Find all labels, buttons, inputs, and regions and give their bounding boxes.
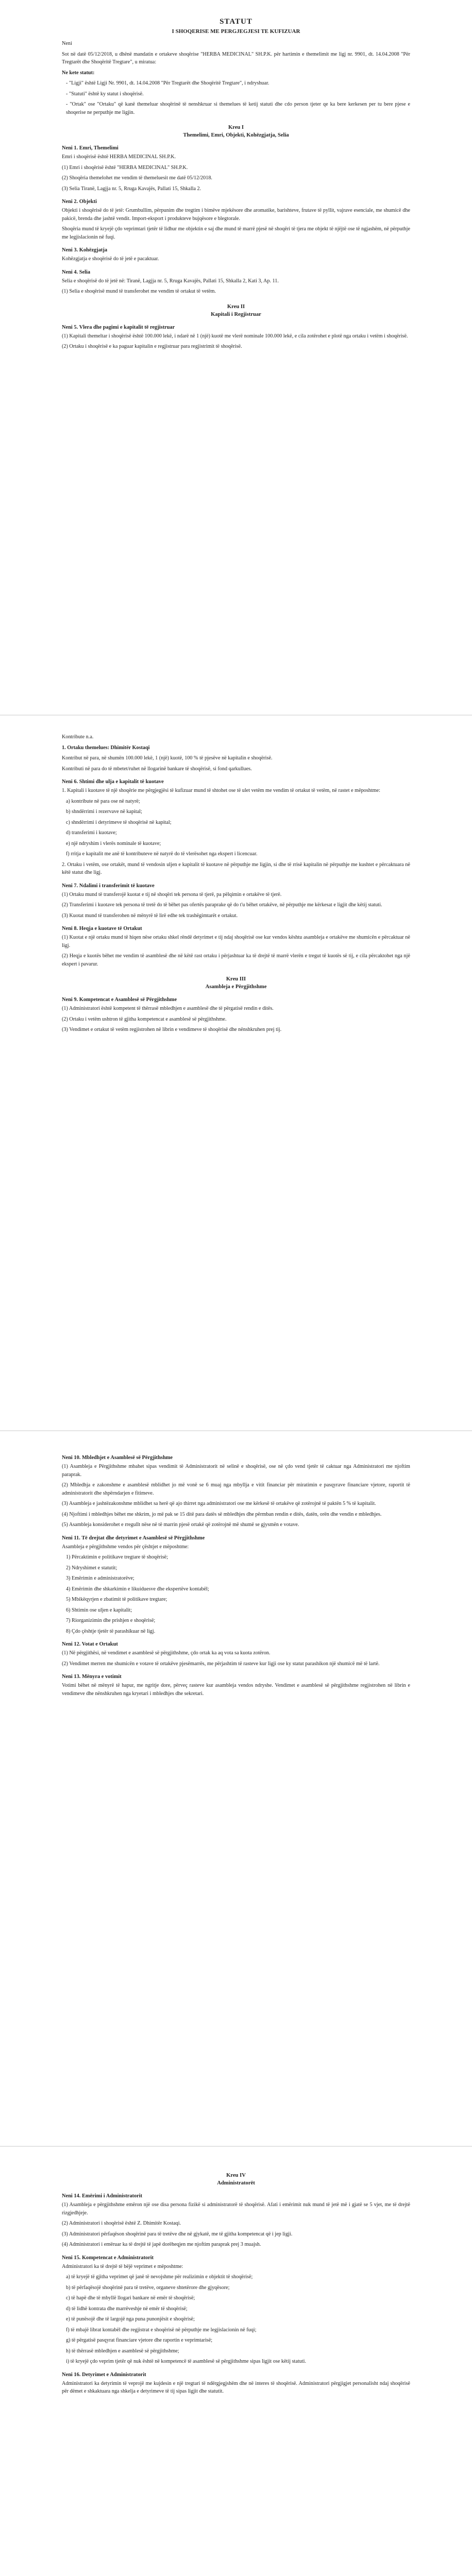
article-paragraph: (1) Kapitali themeltar i shoqërisë është 100.000 lekë, i ndarë në 1 (një) kuotë me vlerë nominale 100.000 lekë, e cila zotërohet e plotë nga ortaku i vetëm i shoqërisë. bbox=[62, 333, 408, 339]
article-paragraph: f) rritja e kapitalit me anë të kontributeve në natyrë do të vlerësohet nga ekspert i licencuar. bbox=[66, 851, 258, 857]
article-heading: Neni 4. Selia bbox=[62, 269, 91, 275]
article-paragraph: (3) Administratori përfaqëson shoqërinë para të tretëve dhe në gjykatë, me të gjitha kompetencat që i jep ligji. bbox=[62, 2231, 293, 2237]
article-paragraph: 4) Emërimin dhe shkarkimin e likuiduesve dhe ekspertëve kontabël; bbox=[66, 1586, 209, 1592]
article-paragraph: (3) Asambleja e jashtëzakonshme mblidhet sa herë që ajo thirret nga administratori ose me kërkesë të ortakëve që zotërojnë të paktën 5 % të kapitalit. bbox=[62, 1501, 376, 1506]
page-1-content bbox=[62, 18, 410, 353]
article-paragraph: Votimi bëhet në mënyrë të hapur, me ngritje dore, përveç rasteve kur asambleja vendos ndryshe. Vendimet e asamblesë së përgjithshme regjistrohen në librin e vendimeve dhe nënshkruhen nga kryetari i mbledhjes dhe sekretari. bbox=[62, 1683, 410, 1697]
article-paragraph: (1) Asambleja e Përgjithshme mbahet sipas vendimit të Administratorit në selinë e shoqërisë, ose në çdo vend tjetër të caktuar nga Administratori me njoftim paraprak. bbox=[62, 1464, 410, 1478]
article-paragraph: 1) Përcaktimin e politikave tregtare të shoqërisë; bbox=[66, 1554, 168, 1560]
intro-line: Sot në datë 05/12/2018, u dhënë mandatin e ortakeve shoqërise "HERBA MEDICINAL" SH.P.K. për hartimin e themelimit me ligj nr. 9901, dt. 14.04.2008 "Për Tregtarët dhe Shoqëritë Tregtare", u miratua: bbox=[62, 51, 410, 65]
article-paragraph: g) të përgatisë pasqyrat financiare vjetore dhe raportin e veprimtarisë; bbox=[66, 2337, 213, 2343]
article-paragraph: b) të përfaqësojë shoqërinë para të tretëve, organeve shtetërore dhe gjyqësore; bbox=[66, 2284, 230, 2291]
article-paragraph: 2. Ortaku i vetëm, ose ortakët, mund të vendosin uljen e kapitalit të kuotave në përputhje me ligjin, si dhe të rrisë kapitalin në përputhje me kushtet e përcaktuara në këtë statut dhe ligj. bbox=[62, 861, 410, 875]
article-heading: Neni 5. Vlera dhe pagimi e kapitalit të regjistruar bbox=[62, 324, 175, 330]
article-heading: Neni 11. Të drejtat dhe detyrimet e Asamblesë së Përgjithshme bbox=[62, 1535, 205, 1541]
article-paragraph: Administratori ka detyrimin të veprojë me kujdesin e një tregtari të ndërgjegjshëm dhe në interes të shoqërisë. Administratori përgjigjet personalisht ndaj shoqërisë për dëmet e shkaktuara nga shkelja e detyrimeve të tij sipas ligjit dhe statutit. bbox=[62, 2380, 410, 2394]
article-paragraph: (1) Emri i shoqërisë është "HERBA MEDICINAL" SH.P.K. bbox=[62, 164, 188, 171]
article-heading: Neni 1. Emri, Themelimi bbox=[62, 145, 119, 151]
intro-line: 1. Ortaku themelues: Dhimitër Kostaqi bbox=[62, 744, 150, 751]
article-heading: Neni 12. Votat e Ortakut bbox=[62, 1641, 118, 1647]
article-paragraph: (2) Heqja e kuotës bëhet me vendim të asamblesë dhe në këtë rast ortaku i përjashtuar ka të drejtë të marrë vlerën e tregut të kuotës së tij, e cila përcaktohet nga një ekspert i pavarur. bbox=[62, 953, 410, 967]
intro-line: Kontribute n.a. bbox=[62, 734, 94, 740]
article-paragraph: (2) Ortaku i vetëm ushtron të gjitha kompetencat e asamblesë së përgjithshme. bbox=[62, 1016, 227, 1022]
article-paragraph: (2) Administratori i shoqërisë është Z. Dhimitër Kostaqi. bbox=[62, 2221, 181, 2226]
article-paragraph: Selia e shoqërisë do të jetë në: Tiranë, Lagjja nr. 5, Rruga Kavajës, Pallati 15, Shkalla 2, Kati 3, Ap. 11. bbox=[62, 278, 279, 284]
article-paragraph: f) të mbajë librat kontabël dhe regjistrat e shoqërisë në përputhje me legjislacionin në fuqi; bbox=[66, 2327, 257, 2333]
article-heading: Neni 14. Emërimi i Administratorit bbox=[62, 2193, 143, 2199]
article-paragraph: (2) Vendimet merren me shumicën e votave të ortakëve pjesëmarrës, me përjashtim të rasteve kur ligji ose ky statut parashikon një shumicë më të lartë. bbox=[62, 1660, 380, 1667]
document-title: STATUT bbox=[220, 18, 252, 26]
page-4-content bbox=[62, 2164, 410, 2398]
intro-line: Kontribut në para, në shumën 100.000 lekë, 1 (një) kuotë, 100 % të pjesëve në kapitalin e shoqërisë. bbox=[62, 755, 273, 761]
article-heading: Neni 15. Kompetencat e Administratorit bbox=[62, 2255, 154, 2261]
article-heading: Neni 2. Objekti bbox=[62, 199, 97, 205]
intro-line: Kontributi në para do të mbetet/ruhet në llogarinë bankare të shoqërisë, si fond qarkullues. bbox=[62, 766, 252, 772]
article-paragraph: i) të kryejë çdo veprim tjetër që nuk është në kompetencë të asamblesë së përgjithshme sipas ligjit ose këtij statuti. bbox=[66, 2359, 307, 2364]
article-paragraph: Administratori ka të drejtë të bëjë veprimet e mëposhtme: bbox=[62, 2263, 183, 2269]
article-paragraph: (3) Kuotat mund të transferohen në mënyrë të lirë edhe tek trashëgimtarët e ortakut. bbox=[62, 912, 238, 919]
document-page-1 bbox=[0, 0, 472, 715]
article-paragraph: (2) Mbledhja e zakonshme e asamblesë mblidhet jo më vonë se 6 muaj nga mbyllja e vitit financiar për miratimin e pasqyrave financiare vjetore, raportit të administratorit dhe shpërndarjen e fitimeve. bbox=[62, 1482, 410, 1496]
article-paragraph: a) të kryejë të gjitha veprimet që janë të nevojshme për realizimin e objektit të shoqërisë; bbox=[66, 2274, 253, 2280]
article-paragraph: c) shndërrimi i detyrimeve të shoqërisë në kapital; bbox=[66, 819, 172, 825]
article-heading: Neni 16. Detyrimet e Administratorit bbox=[62, 2371, 146, 2378]
article-heading: Neni 9. Kompetencat e Asamblesë së Përgjithshme bbox=[62, 997, 177, 1003]
article-paragraph: 1. Kapitali i kuotave të një shoqërie me përgjegjësi të kufizuar mund të shtohet ose të ulet vetëm me vendim të ortakut të vetëm, në rastet e mëposhtme: bbox=[62, 788, 380, 793]
article-heading: Neni 10. Mbledhjet e Asamblesë së Përgjithshme bbox=[62, 1455, 173, 1461]
article-heading: Neni 6. Shtimi dhe ulja e kapitalit të kuotave bbox=[62, 779, 164, 785]
article-paragraph: d) transferimi i kuotave; bbox=[66, 830, 117, 836]
section-heading: Kreu III Asambleja e Përgjithshme bbox=[205, 976, 267, 990]
article-paragraph: 2) Ndryshimet e statutit; bbox=[66, 1565, 117, 1571]
article-paragraph: (3) Vendimet e ortakut të vetëm regjistrohen në librin e vendimeve të shoqërisë dhe nënshkruhen prej tij. bbox=[62, 1027, 282, 1032]
intro-line: - "Ortak" ose "Ortaku" që kanë themeluar shoqërinë të nenshkruar si themelues të ketij statuti dhe cdo person tjeter qe ka bere kerkesen per tu bere pjese e shoqerise ne perputhje me ligjin. bbox=[66, 101, 410, 115]
article-paragraph: Objekti i shoqërisë do të jetë: Grumbullim, përpunim dhe tregtim i bimëve mjekësore dhe aromatike, barishteve, frutave të pyllit, vajrave esenciale, me shumicë dhe pakicë, brenda dhe jashtë vendit. Import-eksport i produkteve bujqësore e blegtorale. bbox=[62, 208, 410, 222]
article-paragraph: b) shndërrimi i rezervave në kapital; bbox=[66, 809, 142, 815]
article-paragraph: (1) Asambleja e përgjithshme emëron një ose disa persona fizikë si administratorë të shoqërisë. Afati i emërimit nuk mund të jetë më i gjatë se 5 vjet, me të drejtë rizgjedhjeje. bbox=[62, 2202, 410, 2216]
article-heading: Neni 3. Kohëzgjatja bbox=[62, 247, 108, 253]
page-2-content bbox=[62, 733, 410, 1037]
article-paragraph: (1) Në përgjithësi, në vendimet e asamblesë së përgjithshme, çdo ortak ka aq vota sa kuota zotëron. bbox=[62, 1650, 271, 1656]
document-page-2 bbox=[0, 716, 472, 1430]
document-page-4 bbox=[0, 2147, 472, 2576]
article-paragraph: d) të lidhë kontrata dhe marrëveshje në emër të shoqërisë; bbox=[66, 2306, 188, 2312]
article-paragraph: 5) Mbikëqyrjen e zbatimit të politikave tregtare; bbox=[66, 1597, 167, 1602]
article-paragraph: Kohëzgjatja e shoqërisë do të jetë e pacaktuar. bbox=[62, 256, 159, 262]
article-paragraph: Shoqëria mund të kryejë çdo veprimtari tjetër të lidhur me objektin e saj dhe mund të marrë pjesë në shoqëri të tjera me objekt të njëjtë ose të ngjashëm, në përputhje me legjislacionin në fuqi. bbox=[62, 226, 410, 240]
article-paragraph: h) të thërrasë mbledhjen e asamblesë së përgjithshme; bbox=[66, 2348, 179, 2354]
section-heading: Kreu IV Administratorët bbox=[217, 2173, 255, 2186]
article-paragraph: (1) Kuotat e një ortaku mund të hiqen nëse ortaku shkel rëndë detyrimet e tij ndaj shoqërisë ose kur vendos kështu asambleja e ortakëve me shumicën e përcaktuar në ligj. bbox=[62, 935, 410, 948]
document-subtitle: I SHOQERISE ME PERGJEGJESI TE KUFIZUAR bbox=[172, 28, 300, 35]
intro-line: - "Ligji" është Ligji Nr. 9901, dt. 14.04.2008 "Për Tregtarët dhe Shoqëritë Tregtare", i ndryshuar. bbox=[66, 80, 269, 86]
article-paragraph: e) një ndryshim i vlerës nominale të kuotave; bbox=[66, 840, 161, 846]
article-heading: Neni 7. Ndalimi i transferimit të kuotave bbox=[62, 883, 155, 889]
article-paragraph: Asambleja e përgjithshme vendos për çështjet e mëposhtme: bbox=[62, 1544, 189, 1550]
article-paragraph: (2) Transferimi i kuotave tek persona të tretë do të bëhet pas ofertës paraprake që do t'u bëhet ortakëve, në përputhje me kërkesat e ligjit dhe këtij statuti. bbox=[62, 902, 382, 908]
article-paragraph: Emri i shoqërisë është HERBA MEDICINAL SH.P.K. bbox=[62, 154, 176, 160]
article-paragraph: 8) Çdo çështje tjetër të parashikuar në ligj. bbox=[66, 1628, 156, 1634]
article-paragraph: (1) Selia e shoqërisë mund të transferohet me vendim të ortakut të vetëm. bbox=[62, 289, 216, 294]
article-paragraph: (4) Administratori i emëruar ka të drejtë të japë dorëheqjen me njoftim paraprak prej 3 muajsh. bbox=[62, 2242, 261, 2247]
article-paragraph: (2) Shoqëria themelohet me vendim të themeluesit me datë 05/12/2018. bbox=[62, 175, 212, 181]
article-heading: Neni 13. Mënyra e votimit bbox=[62, 1674, 122, 1680]
section-heading: Kreu I Themelimi, Emri, Objekti, Kohëzgjatja, Selia bbox=[183, 125, 289, 138]
article-paragraph: (1) Ortaku mund të transferojë kuotat e tij në shoqëri tek persona të tjerë, pa pëlqimin e ortakëve të tjerë. bbox=[62, 891, 282, 897]
article-paragraph: 7) Riorganizimin dhe prishjen e shoqërisë; bbox=[66, 1618, 156, 1623]
article-paragraph: 3) Emërimin e administratorëve; bbox=[66, 1575, 134, 1581]
intro-line: Neni bbox=[62, 41, 72, 46]
article-heading: Neni 8. Heqja e kuotave të Ortakut bbox=[62, 926, 142, 931]
article-paragraph: (2) Ortaku i shoqërisë e ka paguar kapitalin e regjistruar para regjistrimit të shoqërisë. bbox=[62, 344, 242, 349]
article-paragraph: c) të hapë dhe të mbyllë llogari bankare në emër të shoqërisë; bbox=[66, 2295, 195, 2301]
article-paragraph: (1) Administratori është kompetent të thërrasë mbledhjen e asamblesë dhe të përgatisë rendin e ditës. bbox=[62, 1006, 274, 1011]
intro-line: Ne kete statut: bbox=[62, 70, 95, 76]
article-paragraph: (5) Asambleja konsiderohet e rregullt nëse në të marrin pjesë ortakë që zotërojnë më shumë se gjysmën e votave. bbox=[62, 1522, 299, 1528]
page-3-content bbox=[62, 1449, 410, 1700]
article-paragraph: 6) Shtimin ose uljen e kapitalit; bbox=[66, 1607, 132, 1613]
article-paragraph: e) të punësojë dhe të largojë nga puna punonjësit e shoqërisë; bbox=[66, 2316, 195, 2322]
article-paragraph: (4) Njoftimi i mbledhjes bëhet me shkrim, jo më pak se 15 ditë para datës së mbledhjes dhe përmban rendin e ditës, datën, orën dhe vendin e mbledhjes. bbox=[62, 1511, 382, 1517]
document-page-3 bbox=[0, 1431, 472, 2146]
article-paragraph: (3) Selia Tiranë, Lagjja nr. 5, Rruga Kavajës, Pallati 15, Shkalla 2. bbox=[62, 185, 201, 192]
section-heading: Kreu II Kapitali i Regjistruar bbox=[211, 303, 261, 317]
article-paragraph: a) kontribute në para ose në natyrë; bbox=[66, 798, 140, 804]
intro-line: - "Statuti" është ky statut i shoqërisë. bbox=[66, 91, 144, 97]
